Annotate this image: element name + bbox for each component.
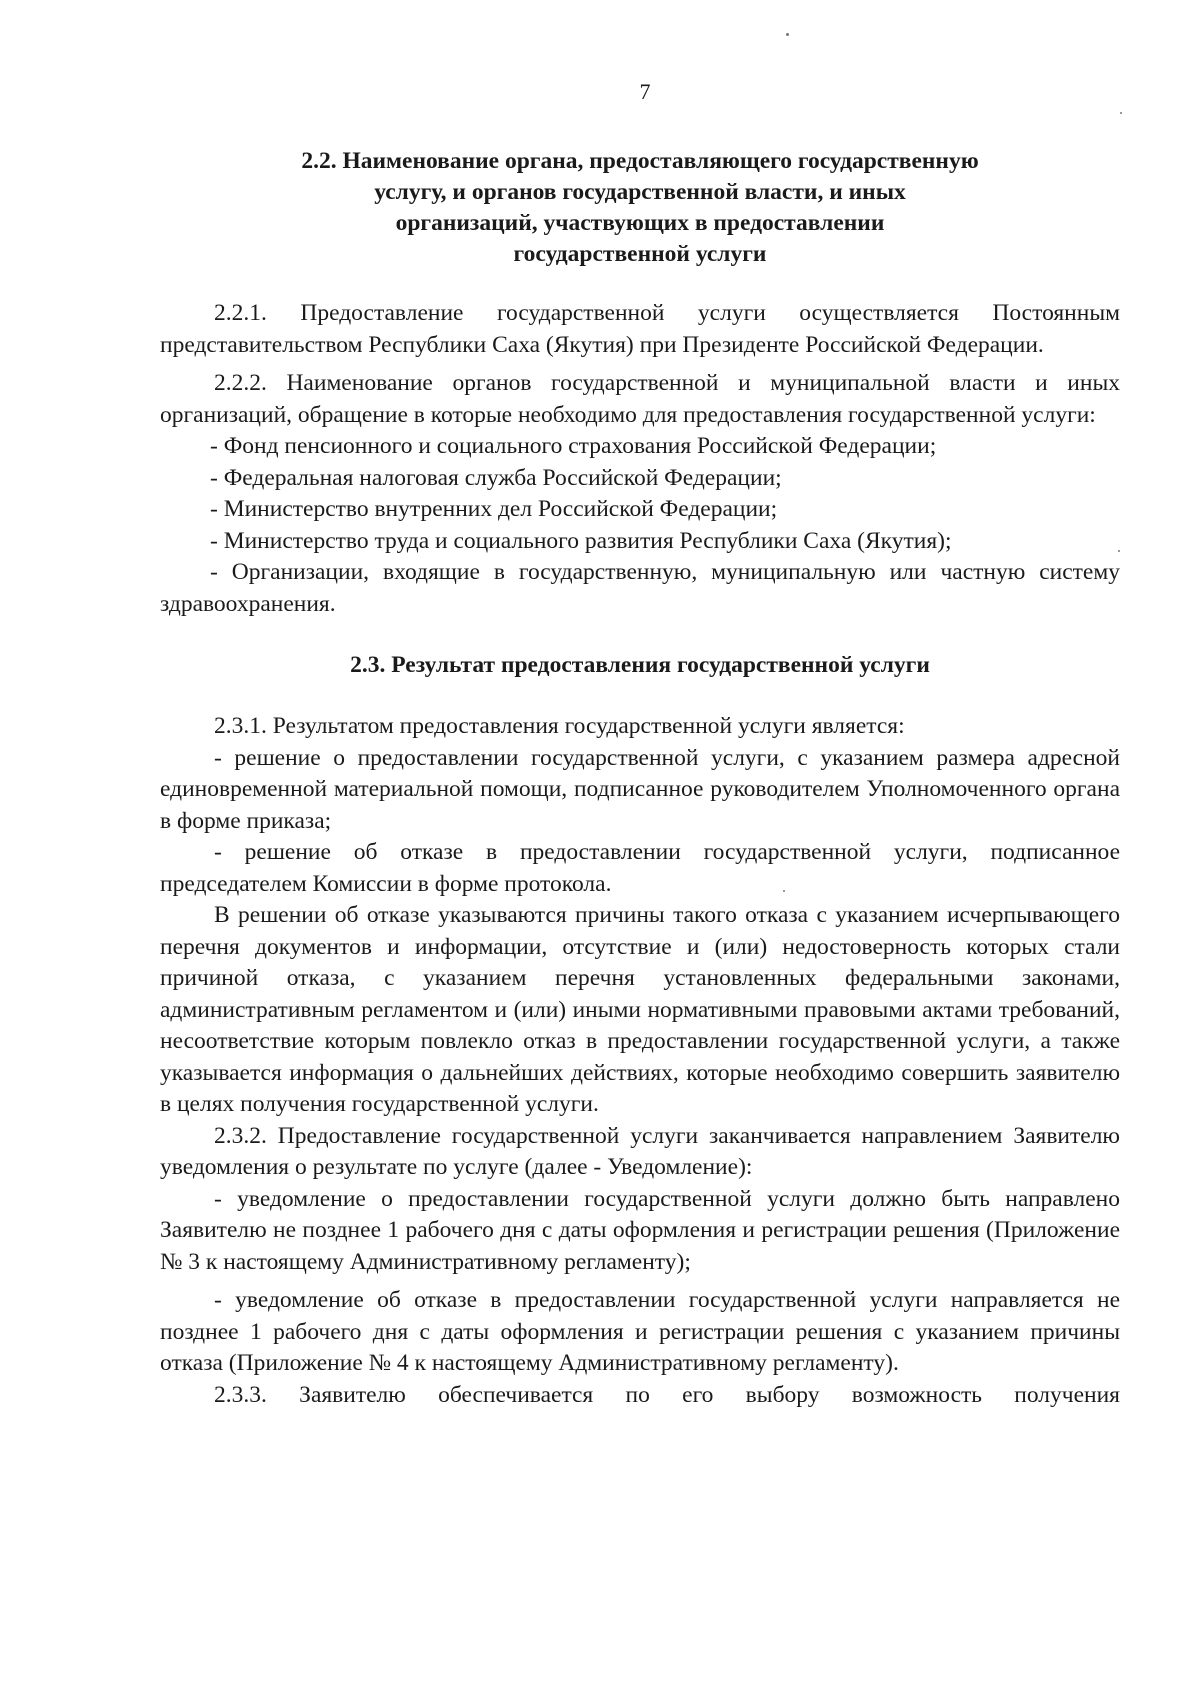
list-item: - Министерство внутренних дел Российской Федерации; bbox=[210, 496, 778, 522]
document-body bbox=[160, 146, 1120, 1411]
paragraph-2-3-2: 2.3.2. Предоставление государственной услуги заканчивается направлением Заявителю уведомления о результате по услуге (далее - Уведомление): bbox=[160, 1122, 1120, 1180]
paragraph-refusal-details: В решении об отказе указываются причины такого отказа с указанием исчерпывающего перечня документов и информации, отсутствие и (или) недостоверность которых стали причиной отказа, с указанием перечня установленных федеральными законами, административным регламентом и (или) иными нормативными правовыми актами требований, несоответствие которым повлекло отказ в предоставлении государственной услуги, а также указывается информация о дальнейших действиях, которые необходимо совершить заявителю в целях получения государственной услуги. bbox=[160, 902, 1120, 1117]
page-number: 7 bbox=[639, 79, 651, 104]
paragraph-2-2-2: 2.2.2. Наименование органов государственной и муниципальной власти и иных организаций, обращение в которые необходимо для предоставления государственной услуги: bbox=[160, 370, 1120, 428]
list-item: - Организации, входящие в государственную, муниципальную или частную систему здравоохранения. bbox=[160, 559, 1120, 617]
result-item-approval: - решение о предоставлении государственной услуги, с указанием размера адресной единовременной материальной помощи, подписанное руководителем Уполномоченного органа в форме приказа; bbox=[160, 744, 1120, 834]
heading-line: услугу, и органов государственной власти, и иных bbox=[374, 179, 906, 205]
list-item: - Федеральная налоговая служба Российской Федерации; bbox=[210, 464, 782, 491]
section-heading-2-3: 2.3. Результат предоставления государственной услуги bbox=[350, 652, 930, 678]
heading-line: 2.2. Наименование органа, предоставляющего государственную bbox=[301, 148, 979, 174]
notice-item-refusal: - уведомление об отказе в предоставлении государственной услуги направляется не позднее 1 рабочего дня с даты оформления и регистрации решения с указанием причины отказа (Приложение № 4 к настоящему Административному регламенту). bbox=[160, 1287, 1120, 1376]
scan-speck bbox=[1120, 112, 1122, 114]
scan-speck bbox=[786, 33, 789, 36]
result-item-refusal: - решение об отказе в предоставлении государственной услуги, подписанное председателем Комиссии в форме протокола. bbox=[160, 839, 1120, 897]
paragraph-2-3-3: 2.3.3. Заявителю обеспечивается по его выбору возможность получения bbox=[214, 1381, 1120, 1408]
paragraph-2-3-1: 2.3.1. Результатом предоставления государственной услуги является: bbox=[214, 713, 905, 739]
heading-line: государственной услуги bbox=[513, 241, 767, 267]
notice-item-approval: - уведомление о предоставлении государственной услуги должно быть направлено Заявителю не позднее 1 рабочего дня с даты оформления и регистрации решения (Приложение № 3 к настоящему Административному регламенту); bbox=[160, 1185, 1120, 1275]
organizations-list bbox=[160, 431, 1120, 620]
list-item: - Фонд пенсионного и социального страхования Российской Федерации; bbox=[210, 433, 937, 459]
paragraph-2-2-1: 2.2.1. Предоставление государственной услуги осуществляется Постоянным представительством Республики Саха (Якутия) при Президенте Российской Федерации. bbox=[160, 300, 1120, 358]
list-item: - Министерство труда и социального развития Республики Саха (Якутия); bbox=[210, 527, 952, 554]
section-heading-2-2 bbox=[160, 146, 1120, 270]
heading-line: организаций, участвующих в предоставлении bbox=[395, 210, 885, 236]
